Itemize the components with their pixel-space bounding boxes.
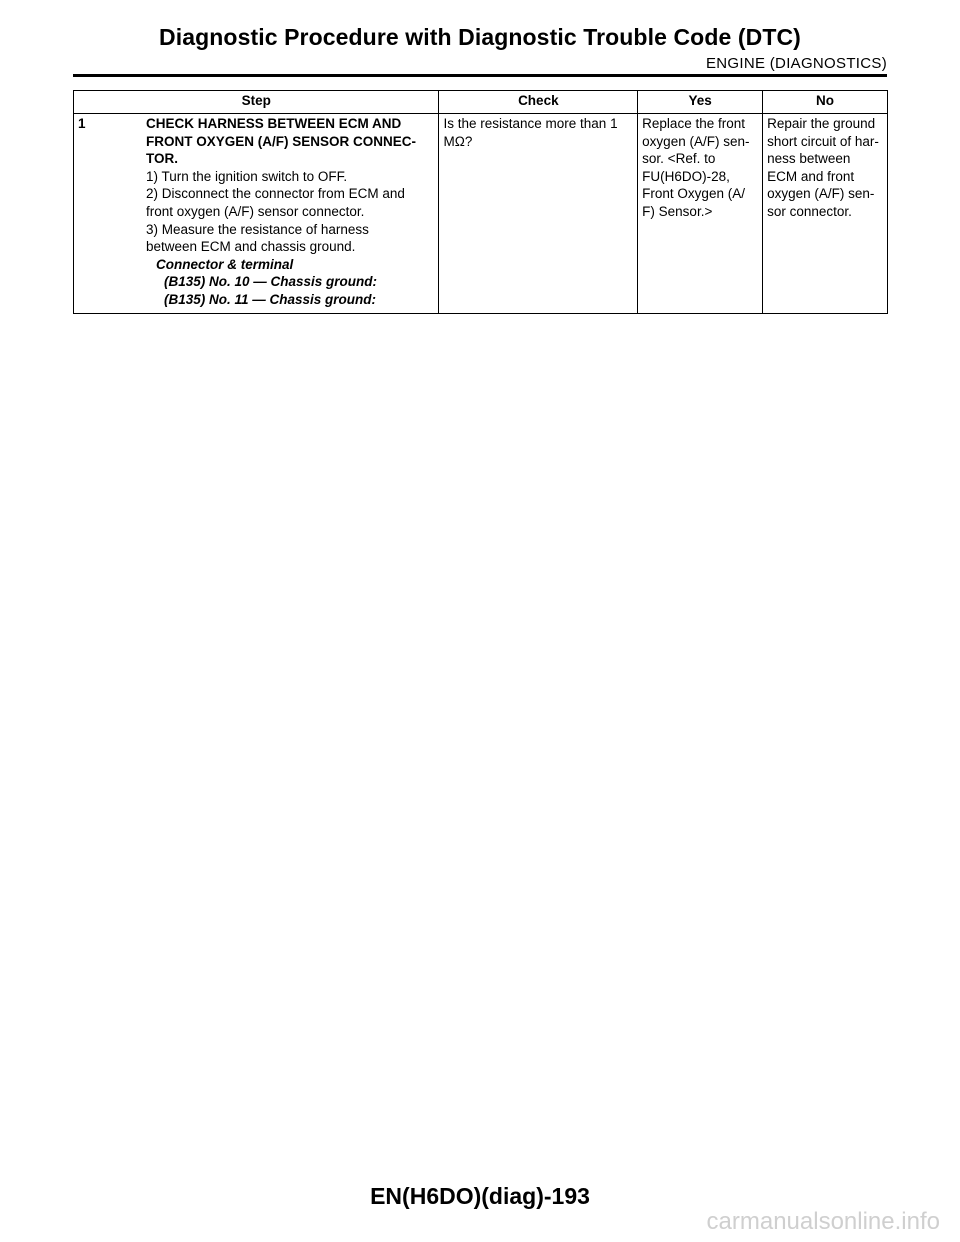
yes-line: oxygen (A/F) sen- <box>642 133 750 149</box>
no-line: oxygen (A/F) sen- <box>767 186 875 202</box>
step-title-line: FRONT OXYGEN (A/F) SENSOR CONNEC- <box>146 133 417 149</box>
yes-cell <box>638 114 763 314</box>
check-line: Is the resistance more than 1 <box>443 116 618 131</box>
no-line: short circuit of har- <box>767 133 879 149</box>
yes-line: Front Oxygen (A/ <box>642 186 745 202</box>
connector-label: Connector & terminal <box>156 256 294 272</box>
table-header-row <box>74 91 888 114</box>
yes-line: Replace the front <box>642 116 745 131</box>
column-header-yes: Yes <box>638 91 763 114</box>
instruction-line: 2) Disconnect the connector from ECM and <box>146 186 405 202</box>
yes-line: FU(H6DO)-28, <box>642 168 730 184</box>
no-line: ness between <box>767 151 851 167</box>
connector-terminal: (B135) No. 11 — Chassis ground: <box>164 291 377 307</box>
diagnostic-procedure-table <box>73 90 888 314</box>
instruction-line: between ECM and chassis ground. <box>146 239 356 255</box>
check-cell <box>439 114 638 314</box>
instruction-line: 1) Turn the ignition switch to OFF. <box>146 168 348 184</box>
page-footer-code: EN(H6DO)(diag)-193 <box>370 1183 590 1209</box>
connector-terminal: (B135) No. 10 — Chassis ground: <box>164 274 378 290</box>
instruction-line: front oxygen (A/F) sensor connector. <box>146 203 365 219</box>
no-cell <box>763 114 888 314</box>
yes-line: sor. <Ref. to <box>642 151 716 167</box>
header-rule <box>73 74 887 77</box>
instruction-line: 3) Measure the resistance of harness <box>146 221 369 237</box>
column-header-check: Check <box>439 91 638 114</box>
page-title: Diagnostic Procedure with Diagnostic Trouble Code (DTC) <box>159 24 801 50</box>
watermark: carmanualsonline.info <box>706 1208 940 1235</box>
column-header-no: No <box>763 91 888 114</box>
check-line: MΩ? <box>443 133 473 149</box>
step-cell <box>74 114 439 314</box>
table-row <box>74 114 888 314</box>
step-title-line: TOR. <box>146 151 179 167</box>
step-title-line: CHECK HARNESS BETWEEN ECM AND <box>146 116 402 131</box>
yes-line: F) Sensor.> <box>642 203 713 219</box>
step-number: 1 <box>78 116 86 131</box>
no-line: Repair the ground <box>767 116 876 131</box>
no-line: sor connector. <box>767 203 852 219</box>
no-line: ECM and front <box>767 168 855 184</box>
column-header-step: Step <box>74 91 439 114</box>
section-label: ENGINE (DIAGNOSTICS) <box>705 55 887 72</box>
